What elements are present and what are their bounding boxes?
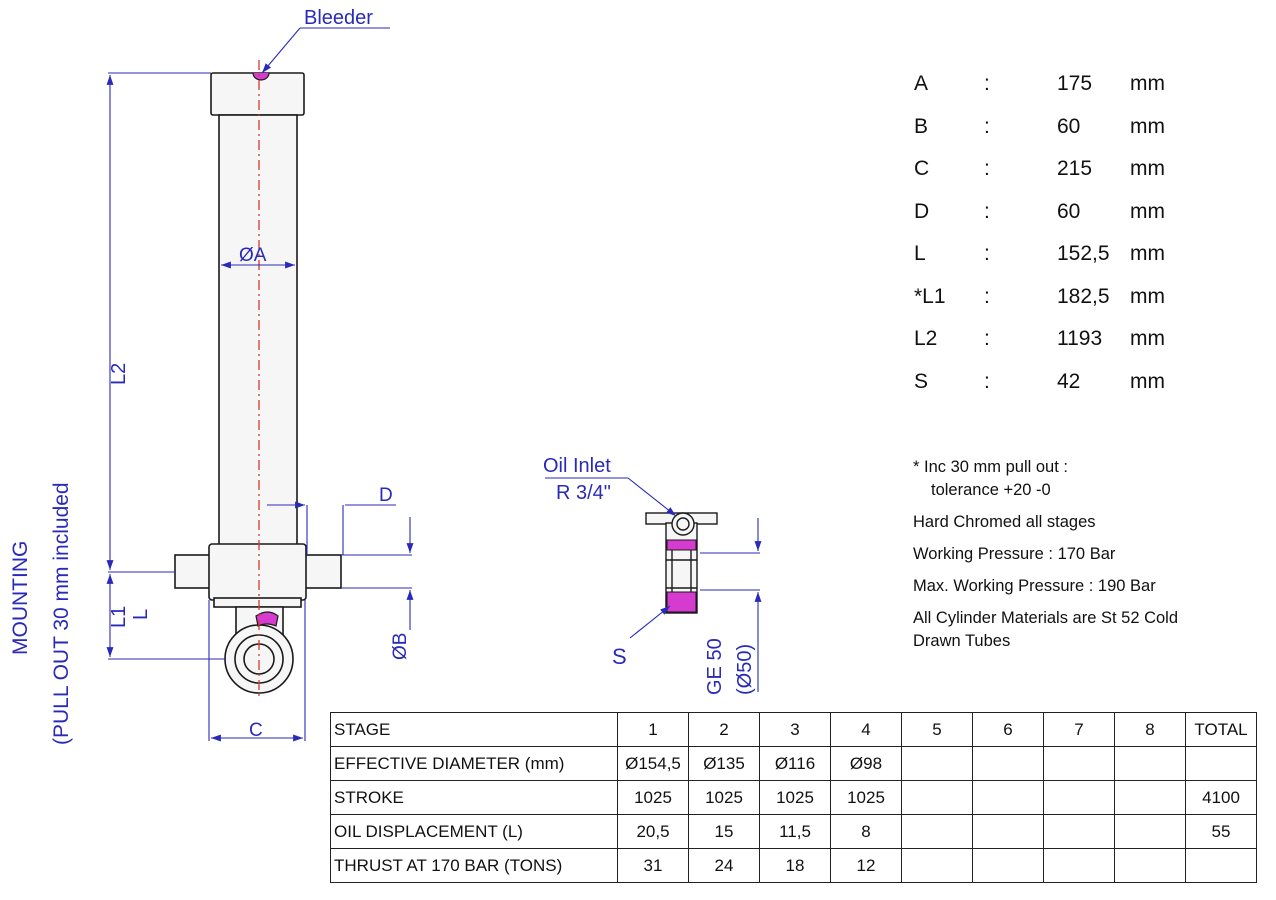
spec-sep: : [984, 114, 990, 138]
c-label: C [249, 720, 263, 741]
table-cell: 8 [831, 815, 902, 849]
spec-key: L2 [914, 327, 938, 350]
notes-block [913, 456, 1203, 662]
table-cell: Ø154,5 [618, 747, 689, 781]
table-cell [1115, 815, 1186, 849]
spec-sep: : [984, 369, 990, 393]
spec-value: 182,5 [1057, 284, 1110, 308]
spec-unit: mm [1130, 327, 1165, 350]
spec-value: 42 [1057, 369, 1081, 393]
table-cell [973, 815, 1044, 849]
table-cell: 31 [618, 849, 689, 883]
table-cell [902, 747, 973, 781]
stage-table [330, 712, 1257, 883]
note-working-pressure: Working Pressure : 170 Bar [913, 545, 1116, 563]
table-cell [1115, 849, 1186, 883]
table-header-row [331, 713, 1257, 747]
table-cell: 24 [689, 849, 760, 883]
table-cell [902, 849, 973, 883]
spec-unit: mm [1130, 72, 1165, 95]
table-cell: 1025 [831, 781, 902, 815]
spec-unit: mm [1130, 157, 1165, 180]
l1-label: L1 [108, 605, 130, 628]
table-row [331, 781, 1257, 815]
table-cell: OIL DISPLACEMENT (L) [331, 815, 618, 849]
note-pull-out-text: * Inc 30 mm pull out : [913, 458, 1068, 476]
table-cell: STROKE [331, 781, 618, 815]
l-label: L [130, 608, 152, 620]
mounting-note-label: (PULL OUT 30 mm included [50, 482, 73, 745]
table-header-cell: 4 [831, 713, 902, 747]
table-header-cell: 6 [973, 713, 1044, 747]
note-tolerance: tolerance +20 -0 [931, 481, 1051, 499]
spec-key: B [914, 114, 929, 138]
table-cell: THRUST AT 170 BAR (TONS) [331, 849, 618, 883]
d-label: D [379, 485, 393, 506]
spec-value: 215 [1057, 157, 1093, 180]
oil-inlet-label: Oil Inlet [543, 455, 611, 477]
table-cell: 1025 [689, 781, 760, 815]
table-cell [973, 781, 1044, 815]
table-row [331, 849, 1257, 883]
spec-key: D [914, 199, 930, 223]
table-cell: 4100 [1186, 781, 1257, 815]
table-cell [902, 781, 973, 815]
spec-key: S [914, 369, 929, 393]
spec-sep: : [984, 157, 990, 180]
spec-sep: : [984, 199, 990, 223]
table-header-cell: 8 [1115, 713, 1186, 747]
spec-value: 60 [1057, 114, 1081, 138]
base-ring [214, 598, 301, 607]
table-cell: Ø135 [689, 747, 760, 781]
table-header-cell: TOTAL [1186, 713, 1257, 747]
spec-value: 152,5 [1057, 242, 1110, 265]
spec-key: L [914, 242, 926, 265]
table-cell [973, 747, 1044, 781]
note-pull-out [913, 456, 1203, 502]
spec-sep: : [984, 242, 990, 265]
table-cell: 11,5 [760, 815, 831, 849]
barrel-tube [219, 115, 297, 545]
table-cell: 18 [760, 849, 831, 883]
s-leader [630, 606, 670, 638]
mounting-label: MOUNTING [9, 540, 32, 655]
table-cell [1115, 747, 1186, 781]
table-cell: 12 [831, 849, 902, 883]
oil-inlet-thread-label: R 3/4" [556, 482, 611, 504]
table-cell [1044, 815, 1115, 849]
table-cell [1186, 849, 1257, 883]
bleeder-leader [262, 28, 390, 73]
table-header-cell: 7 [1044, 713, 1115, 747]
table-header-cell: STAGE [331, 713, 618, 747]
table-header-cell: 5 [902, 713, 973, 747]
table-cell [973, 849, 1044, 883]
ge50-dia-label: (Ø50) [734, 643, 756, 695]
ge50-label: GE 50 [704, 638, 726, 695]
table-cell [1186, 747, 1257, 781]
oil-seal-upper [667, 540, 696, 550]
table-row [331, 815, 1257, 849]
table-cell: 55 [1186, 815, 1257, 849]
table-row [331, 747, 1257, 781]
table-cell: Ø116 [760, 747, 831, 781]
dia-a-label: ØA [239, 245, 267, 266]
spec-sep: : [984, 284, 990, 308]
spec-unit: mm [1130, 369, 1165, 393]
spec-sep: : [984, 327, 990, 350]
note-chromed: Hard Chromed all stages [913, 513, 1096, 531]
table-cell [1044, 747, 1115, 781]
table-cell: EFFECTIVE DIAMETER (mm) [331, 747, 618, 781]
table-cell: Ø98 [831, 747, 902, 781]
spec-key: A [914, 72, 929, 95]
table-cell: 1025 [618, 781, 689, 815]
spec-unit: mm [1130, 284, 1165, 308]
table-cell [1044, 849, 1115, 883]
spec-key: *L1 [914, 284, 946, 308]
bleeder-label: Bleeder [304, 7, 373, 29]
s-label: S [612, 644, 627, 669]
spec-unit: mm [1130, 242, 1165, 265]
cylinder-body [175, 73, 341, 607]
base-collar [209, 544, 306, 600]
table-cell: 20,5 [618, 815, 689, 849]
table-cell [902, 815, 973, 849]
table-header-cell: 1 [618, 713, 689, 747]
table-cell: 1025 [760, 781, 831, 815]
spec-unit: mm [1130, 114, 1165, 138]
oil-seal-lower [667, 592, 696, 612]
dia-b-label: ØB [390, 632, 411, 660]
note-materials: All Cylinder Materials are St 52 Cold Drawn Tubes [913, 609, 1179, 650]
spec-sep: : [984, 72, 990, 95]
spec-value: 175 [1057, 72, 1093, 95]
spec-value: 60 [1057, 199, 1081, 223]
spec-key: C [914, 157, 930, 180]
table-cell: 15 [689, 815, 760, 849]
note-max-pressure: Max. Working Pressure : 190 Bar [913, 577, 1156, 595]
spec-unit: mm [1130, 199, 1165, 223]
table-header-cell: 3 [760, 713, 831, 747]
table-cell [1115, 781, 1186, 815]
l2-label: L2 [108, 362, 130, 385]
table-cell [1044, 781, 1115, 815]
table-header-cell: 2 [689, 713, 760, 747]
spec-value: 1193 [1057, 327, 1103, 350]
